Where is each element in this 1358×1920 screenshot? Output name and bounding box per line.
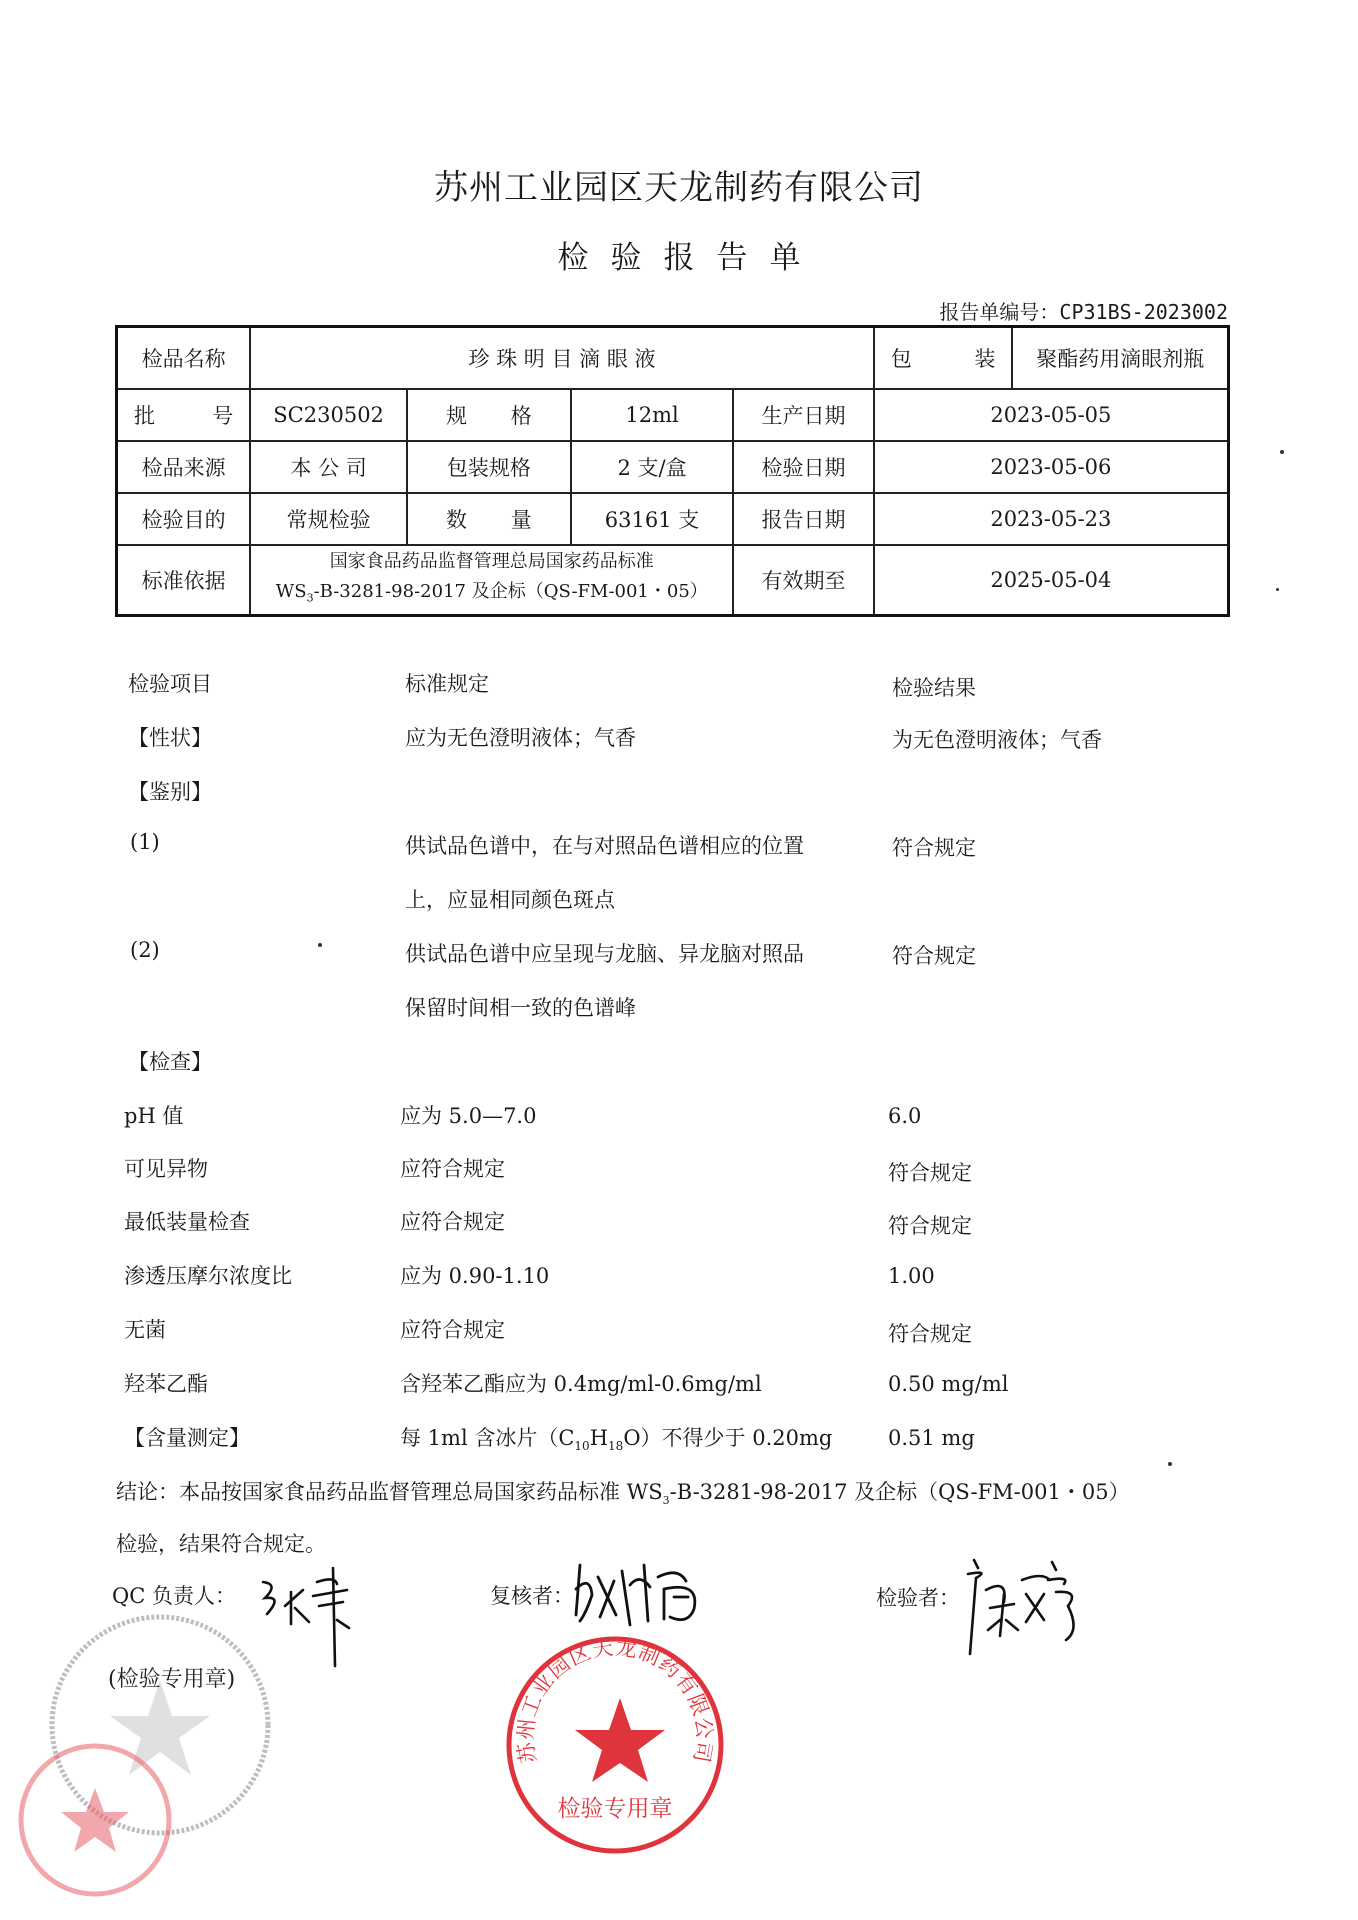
source-value: 本 公 司 [250, 441, 407, 493]
check-standard: 应符合规定 [400, 1210, 505, 1234]
assay-result: 0.51 mg [888, 1426, 975, 1450]
company-title: 苏州工业园区天龙制药有限公司 [434, 168, 924, 208]
batch-label: 批 号 [117, 389, 251, 441]
report-date-value: 2023-05-23 [874, 493, 1229, 545]
svg-text:苏州工业园区天龙制药有限公司: 苏州工业园区天龙制药有限公司 [513, 1635, 717, 1766]
pack-spec-value: 2 支/盒 [571, 441, 734, 493]
packaging-label: 包 装 [874, 327, 1013, 390]
check-standard: 应为 0.90-1.10 [400, 1264, 550, 1288]
check-result: 符合规定 [888, 1322, 972, 1346]
check-standard: 应符合规定 [400, 1318, 505, 1342]
identification-2-item: (2) [130, 938, 160, 962]
check-item: 无菌 [124, 1318, 166, 1342]
check-item: 渗透压摩尔浓度比 [124, 1264, 292, 1288]
qc-label: QC 负责人： [112, 1584, 236, 1608]
standard-line-2: $WS_3-B-3281-98-2017$ 及企标（QS-FM-001・05） [275, 580, 708, 605]
reviewer-signature [570, 1555, 730, 1635]
packaging-value: 聚酯药用滴眼剂瓶 [1012, 327, 1228, 390]
quality-stamp-pink [15, 1740, 175, 1900]
inspection-date-label: 检验日期 [733, 441, 873, 493]
identification-1-result: 符合规定 [892, 836, 976, 860]
assay-item: 【含量测定】 [124, 1426, 250, 1450]
report-number [939, 296, 1228, 325]
spec-value: 12ml [571, 389, 734, 441]
check-standard: 含羟苯乙酯应为 0.4mg/ml-0.6mg/ml [400, 1372, 762, 1396]
spec-label: 规 格 [407, 389, 571, 441]
appearance-standard: 应为无色澄明液体；气香 [405, 726, 636, 750]
identification-section: 【鉴别】 [128, 780, 212, 804]
speck [318, 943, 322, 947]
conclusion-line-2: 检验，结果符合规定。 [116, 1532, 326, 1556]
grey-stamp-caption: (检验专用章) [108, 1667, 236, 1692]
identification-1-item: (1) [130, 830, 160, 854]
inspector-label: 检验者： [876, 1586, 960, 1610]
assay-standard: 每 1ml 含冰片$(C_{10}H_{18}O)$不得少于 0.20mg [400, 1426, 833, 1454]
check-standard: 应为 5.0—7.0 [400, 1104, 537, 1128]
company-inspection-stamp [500, 1630, 730, 1860]
check-item: 羟苯乙酯 [124, 1372, 208, 1396]
standard-value [250, 545, 733, 616]
production-date-label: 生产日期 [733, 389, 873, 441]
check-item: 最低装量检查 [124, 1210, 250, 1234]
source-label: 检品来源 [117, 441, 251, 493]
check-item: 可见异物 [124, 1157, 208, 1181]
checks-section: 【检查】 [128, 1050, 212, 1074]
report-number-value: CP31BS-2023002 [1059, 300, 1228, 324]
expiry-label: 有效期至 [733, 545, 873, 616]
identification-2-standard-line-2: 保留时间相一致的色谱峰 [405, 996, 636, 1020]
appearance-result: 为无色澄明液体；气香 [892, 728, 1102, 752]
reviewer-label: 复核者： [490, 1584, 574, 1608]
header-item: 检验项目 [128, 672, 212, 696]
quantity-label: 数 量 [407, 493, 571, 545]
info-table [115, 325, 1230, 617]
standard-line-1: 国家食品药品监督管理总局国家药品标准 [329, 550, 654, 572]
identification-2-standard-line-1: 供试品色谱中应呈现与龙脑、异龙脑对照品 [405, 942, 804, 966]
check-result: 符合规定 [888, 1161, 972, 1185]
check-result: 1.00 [888, 1264, 935, 1288]
speck [1168, 1462, 1172, 1466]
appearance-item: 【性状】 [128, 726, 212, 750]
inspector-signature [960, 1550, 1100, 1660]
batch-value: SC230502 [250, 389, 407, 441]
header-standard: 标准规定 [405, 672, 489, 696]
check-standard: 应符合规定 [400, 1157, 505, 1181]
expiry-value: 2025-05-04 [874, 545, 1229, 616]
identification-2-result: 符合规定 [892, 944, 976, 968]
purpose-value: 常规检验 [250, 493, 407, 545]
conclusion-line-1: 结论：本品按国家食品药品监督管理总局国家药品标准 $WS_3-B-3281-98-2017$ 及企标（QS-FM-001・05） [116, 1480, 1130, 1508]
speck [1276, 588, 1279, 591]
report-date-label: 报告日期 [733, 493, 873, 545]
purpose-label: 检验目的 [117, 493, 251, 545]
standard-label: 标准依据 [117, 545, 251, 616]
speck [1280, 450, 1284, 454]
report-number-label: 报告单编号： [939, 300, 1060, 324]
production-date-value: 2023-05-05 [874, 389, 1229, 441]
product-name: 珍 珠 明 目 滴 眼 液 [250, 327, 874, 390]
pack-spec-label: 包装规格 [407, 441, 571, 493]
check-result: 符合规定 [888, 1214, 972, 1238]
inspection-date-value: 2023-05-06 [874, 441, 1229, 493]
identification-1-standard-line-2: 上，应显相同颜色斑点 [405, 888, 615, 912]
svg-text:检验专用章: 检验专用章 [557, 1796, 673, 1822]
header-result: 检验结果 [892, 676, 976, 700]
identification-1-standard-line-1: 供试品色谱中，在与对照品色谱相应的位置 [405, 834, 804, 858]
check-item: pH 值 [124, 1104, 184, 1128]
quantity-value: 63161 支 [571, 493, 734, 545]
check-result: 0.50 mg/ml [888, 1372, 1009, 1396]
report-title: 检验报告单 [557, 240, 823, 276]
check-result: 6.0 [888, 1104, 922, 1128]
product-name-label: 检品名称 [117, 327, 251, 390]
